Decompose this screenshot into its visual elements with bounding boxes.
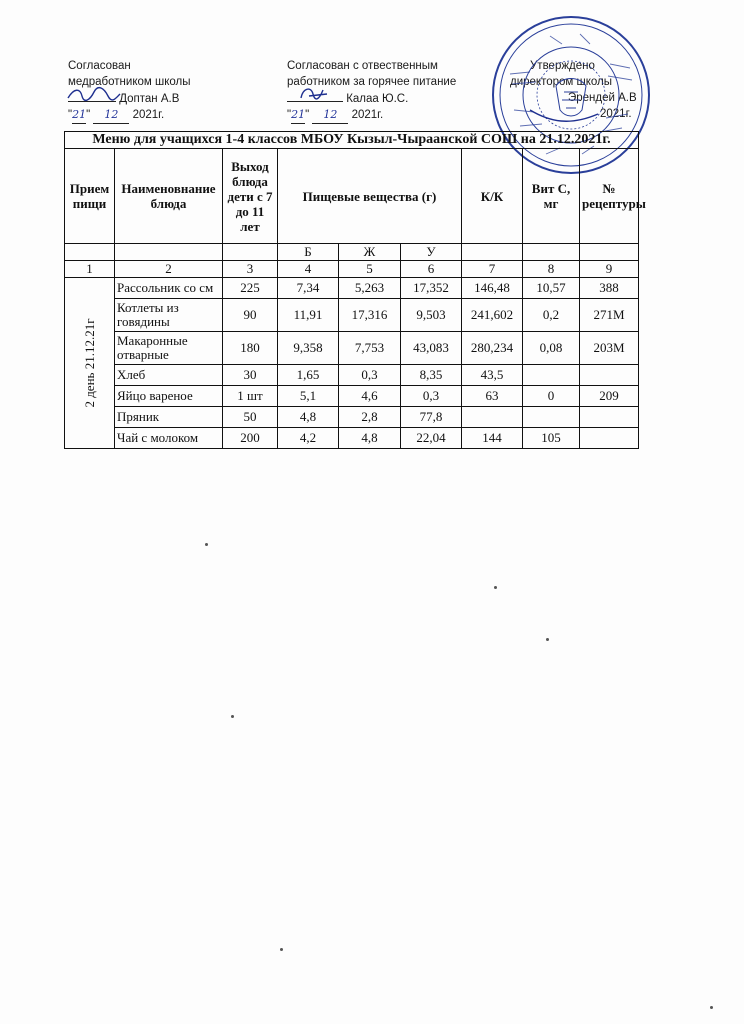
column-number: 4	[278, 261, 339, 278]
vitc-value	[523, 365, 580, 386]
column-number-row	[65, 261, 639, 278]
approval-line-2: работником за горячее питание	[287, 76, 457, 88]
header-yield: Выход блюда дети с 7 до 11 лет	[223, 149, 278, 244]
quote-mark: "	[305, 109, 310, 121]
menu-table	[64, 131, 646, 449]
proteins-value: 5,1	[278, 386, 339, 407]
carbs-value: 77,8	[401, 407, 462, 428]
date-year: 2021г.	[351, 109, 384, 121]
recipe-number: 388	[580, 278, 639, 299]
date-month: 12	[312, 107, 348, 124]
subheader-empty	[462, 244, 523, 261]
approval-line-1: Согласован с отвественным	[287, 60, 438, 72]
dish-name: Хлеб	[115, 365, 223, 386]
dish-name: Пряник	[115, 407, 223, 428]
approval-line-2: директором школы	[510, 76, 613, 88]
column-number: 1	[65, 261, 115, 278]
column-number: 2	[115, 261, 223, 278]
approval-line-1: Утверждено	[530, 60, 595, 72]
fats-value: 7,753	[339, 332, 401, 365]
table-row	[65, 332, 639, 365]
signature-underline	[287, 90, 343, 102]
kcal-value: 241,602	[462, 299, 523, 332]
approval-signature-line	[68, 90, 191, 107]
table-row	[65, 407, 639, 428]
approval-block-medic	[68, 58, 191, 124]
subheader-empty	[523, 244, 580, 261]
dish-yield: 90	[223, 299, 278, 332]
proteins-value: 1,65	[278, 365, 339, 386]
fats-value: 5,263	[339, 278, 401, 299]
dish-yield: 180	[223, 332, 278, 365]
dish-name: Чай с молоком	[115, 428, 223, 449]
recipe-number	[580, 428, 639, 449]
date-year: 2021г.	[132, 109, 165, 121]
table-title: Меню для учащихся 1-4 классов МБОУ Кызыл-Чыраанской СОШ на 21.12.2021г.	[65, 132, 639, 149]
header-dish: Наименовнание блюда	[115, 149, 223, 244]
subheader-empty	[580, 244, 639, 261]
subheader-proteins: Б	[278, 244, 339, 261]
quote-mark: "	[68, 109, 73, 121]
dish-yield: 1 шт	[223, 386, 278, 407]
carbs-value: 43,083	[401, 332, 462, 365]
date-year: 2021г.	[600, 108, 632, 120]
quote-mark: "	[287, 109, 292, 121]
table-subheader-row	[65, 244, 639, 261]
carbs-value: 9,503	[401, 299, 462, 332]
date-month: 12	[93, 107, 129, 124]
subheader-empty	[65, 244, 115, 261]
column-number: 9	[580, 261, 639, 278]
kcal-value: 146,48	[462, 278, 523, 299]
proteins-value: 11,91	[278, 299, 339, 332]
scan-speck	[546, 638, 549, 641]
recipe-number: 271М	[580, 299, 639, 332]
kcal-value: 63	[462, 386, 523, 407]
recipe-number: 209	[580, 386, 639, 407]
approver-name: Эрендей А.В	[568, 92, 637, 104]
scan-speck	[231, 715, 234, 718]
scan-speck	[710, 1006, 713, 1009]
table-row	[65, 428, 639, 449]
vitc-value	[523, 407, 580, 428]
recipe-number	[580, 365, 639, 386]
approval-line-2: медработником школы	[68, 76, 191, 88]
handwritten-signature	[64, 84, 124, 104]
kcal-value: 43,5	[462, 365, 523, 386]
fats-value: 4,8	[339, 428, 401, 449]
dish-yield: 50	[223, 407, 278, 428]
carbs-value: 0,3	[401, 386, 462, 407]
table-header-row	[65, 149, 639, 244]
date-day: 21	[291, 107, 305, 124]
recipe-number: 203М	[580, 332, 639, 365]
subheader-fats: Ж	[339, 244, 401, 261]
dish-yield: 200	[223, 428, 278, 449]
dish-name: Яйцо вареное	[115, 386, 223, 407]
subheader-carbs: У	[401, 244, 462, 261]
approval-date	[287, 107, 456, 124]
subheader-empty	[115, 244, 223, 261]
scan-speck	[205, 543, 208, 546]
date-day: 21	[72, 107, 86, 124]
header-recipe: № рецептуры	[580, 149, 639, 244]
day-label: 2 день 21.12.21г	[81, 318, 97, 408]
proteins-value: 9,358	[278, 332, 339, 365]
vitc-value: 0,08	[523, 332, 580, 365]
table-row	[65, 386, 639, 407]
approval-block-food-manager	[287, 58, 456, 124]
approver-name: Калаа Ю.С.	[346, 93, 409, 105]
dish-name: Макаронные отварные	[115, 332, 223, 365]
dish-yield: 30	[223, 365, 278, 386]
header-nutrients: Пищевые вещества (г)	[278, 149, 462, 244]
header-kcal: К/К	[462, 149, 523, 244]
column-number: 7	[462, 261, 523, 278]
header-vitc: Вит С, мг	[523, 149, 580, 244]
proteins-value: 4,2	[278, 428, 339, 449]
scan-speck	[280, 948, 283, 951]
fats-value: 0,3	[339, 365, 401, 386]
carbs-value: 22,04	[401, 428, 462, 449]
approval-date	[68, 107, 191, 124]
vitc-value: 0,2	[523, 299, 580, 332]
proteins-value: 4,8	[278, 407, 339, 428]
column-number: 8	[523, 261, 580, 278]
header-meal: Прием пищи	[65, 149, 115, 244]
dish-yield: 225	[223, 278, 278, 299]
recipe-number	[580, 407, 639, 428]
carbs-value: 8,35	[401, 365, 462, 386]
column-number: 3	[223, 261, 278, 278]
approval-line-1: Согласован	[68, 60, 131, 72]
kcal-value: 144	[462, 428, 523, 449]
table-row	[65, 365, 639, 386]
signature-underline	[68, 90, 116, 102]
vitc-value: 0	[523, 386, 580, 407]
quote-mark: "	[86, 109, 91, 121]
vitc-value: 10,57	[523, 278, 580, 299]
fats-value: 2,8	[339, 407, 401, 428]
proteins-value: 7,34	[278, 278, 339, 299]
handwritten-signature	[283, 84, 343, 104]
kcal-value	[462, 407, 523, 428]
kcal-value: 280,234	[462, 332, 523, 365]
dish-name: Рассольник со см	[115, 278, 223, 299]
approval-signature-line	[287, 90, 456, 107]
column-number: 6	[401, 261, 462, 278]
vitc-value: 105	[523, 428, 580, 449]
carbs-value: 17,352	[401, 278, 462, 299]
day-label-cell	[65, 278, 115, 449]
subheader-empty	[223, 244, 278, 261]
table-row	[65, 278, 639, 299]
scan-speck	[494, 586, 497, 589]
approver-name: Доптан А.В	[119, 93, 180, 105]
fats-value: 17,316	[339, 299, 401, 332]
table-title-row	[65, 132, 639, 149]
column-number: 5	[339, 261, 401, 278]
dish-name: Котлеты из говядины	[115, 299, 223, 332]
table-row	[65, 299, 639, 332]
fats-value: 4,6	[339, 386, 401, 407]
